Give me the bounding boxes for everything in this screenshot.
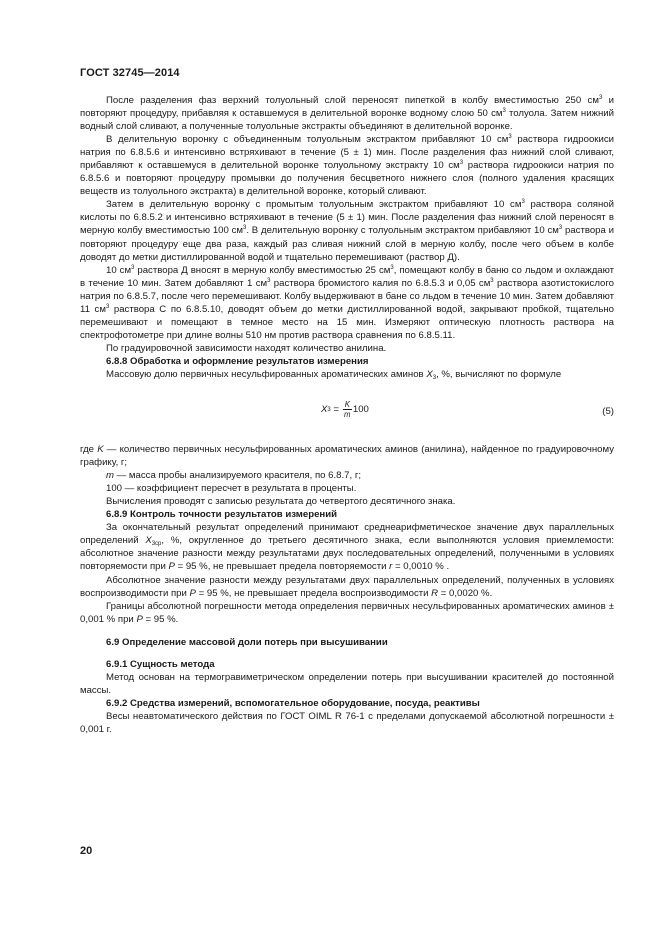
text: 10 см [106,264,132,276]
section-heading-6-9: 6.9 Определение массовой доли потерь при высушивании [106,636,388,648]
paragraph: 100 — коэффициент пересчет в результата в проценты. [106,483,357,495]
superscript: 3 [243,225,247,232]
symbol: X [145,535,152,547]
paragraph [80,368,614,381]
text: раствора гидроокиси натрия по 6.8.5.6 и повторяют процедуру промывки до получения бесцветного нижнего слоя (полного удаления красящих веществ из толуольного экстракта) в делительной воронке, который сливают. [80,160,614,198]
superscript: 3 [521,199,525,206]
text: раствора и повторяют процедуру еще два раза, каждый раз сливая нижний слой в мерную колбу, после чего объем в колбе доводят до метки дистиллированной водой и тщательно перемешивают (раствор Д). [80,225,614,263]
formula-expression: X 3 = $\frac{K}{m}$ 100 [321,400,369,420]
formula-number: (5) [602,406,614,418]
text: , %, вычисляют по формуле [436,368,562,380]
symbol: X [426,368,433,380]
symbol: P [136,613,143,625]
text: раствора С по 6.8.5.10, доводят объем до метки дистиллированной водой, закрывают пробкой, тщательно перемешивают и помещают в темное место на 15 мин. Измеряют оптическую плотность раствора на спектрофотометре при длине волны 510 нм против раствора сравнения по 6.8.5.11. [80,303,614,341]
section-heading-6-8-8: 6.8.8 Обработка и оформление результатов измерения [106,355,369,367]
paragraph [80,443,614,469]
text: толуола. Затем нижний водный слой сливают, а полученные толуольные экстракты объединяют в делительной воронке. [80,108,614,133]
subscript: 3 [432,374,437,381]
superscript: 3 [390,264,394,271]
section-heading-6-8-9: 6.8.9 Контроль точности результатов измерений [106,509,337,521]
paragraph [80,198,614,263]
text: раствора Д вносят в мерную колбу вместимостью 25 см [134,264,391,276]
text: = 95 %. [142,613,179,625]
paragraph: Метод основан на термогравиметрическом определении потерь при высушивании красителей до постоянной массы. [80,671,614,696]
superscript: 3 [267,277,271,284]
text: После разделения фаз верхний толуольный слой переносят пипеткой в колбу вместимостью 250 см [106,95,599,106]
symbol: r [389,561,393,573]
formula-5 [80,399,614,423]
formula-fraction [343,400,352,419]
document-header: ГОСТ 32745—2014 [80,67,180,79]
text: = 0,0010 % . [392,561,450,573]
superscript: 3 [558,225,563,232]
paragraph [80,264,614,342]
section-heading-6-9-2: 6.9.2 Средства измерений, вспомогательное оборудование, посуда, реактивы [106,697,480,709]
text: раствора бромистого калия по 6.8.5.3 и 0,05 см [270,277,491,289]
text: раствора гидроокиси натрия по 6.8.5.6 и интенсивно встряхивают в течение (5 ± 1) мин. После разделения фаз нижний слой сливают, прибавляют к оставшемуся в делительной воронке толуольному экстракту 10 см [80,134,614,172]
fraction-denominator: m [344,410,351,420]
text: раствора соляной кислоты по 6.8.5.2 и интенсивно встряхивают в течение (5 ± 1) мин. После разделения фаз нижний слой переносят в мерную колбу вместимостью 100 см [80,199,614,237]
text: = 95 %, не превышает предела повторяемости [174,561,390,573]
page-number: 20 [80,845,93,857]
paragraph: Весы неавтоматического действия по ГОСТ OIML R 76-1 с пределами допускаемой абсолютной погрешности ± 0,001 г. [80,710,614,735]
document-body [80,94,614,736]
formula-lhs: X [321,404,328,415]
text: где [80,444,98,456]
text: , %, округленное до третьего десятичного знака, если выполняются условия приемлемости: абсолютное значение разности между результатами двух последовательных определений, полученными в условиях повторяемости при [80,535,614,573]
text: — количество первичных несульфированных ароматических аминов (анилина), найденное по градуировочному графику, г; [80,444,614,469]
text: . В делительную воронку с толуольным экстрактом прибавляют 10 см [246,225,559,237]
text: За окончательный результат определений принимают среднеарифметическое значение двух параллельных определений [80,522,614,547]
paragraph [80,133,614,198]
paragraph: По градуировочной зависимости находят количество анилина. [106,342,387,354]
symbol: K [97,444,104,456]
text: В делительную воронку с объединенным толуольным экстрактом прибавляют 10 см [106,134,509,146]
superscript: 3 [105,303,110,310]
text: = 95 %, не превышает предела воспроизводимости [195,587,432,599]
superscript: 3 [490,277,494,284]
paragraph: Вычисления проводят с записью результата до четвертого десятичного знака. [106,496,456,508]
text: Массовую долю первичных несульфированных ароматических аминов [106,368,427,380]
subscript: 3ср [151,541,162,548]
paragraph [80,574,614,600]
text: Затем в делительную воронку с промытым толуольным экстрактом прибавляют 10 см [106,199,522,211]
fraction-numerator: K [344,400,350,410]
superscript: 3 [131,264,135,271]
paragraph [80,600,614,626]
text: = 0,0020 %. [438,587,493,599]
symbol: R [431,587,439,599]
text: Абсолютное значение разности между результатами двух параллельных определений, полученных в условиях воспроизводимости при [80,574,614,599]
formula-equals: = [330,404,342,415]
paragraph [80,521,614,573]
superscript: 3 [598,95,603,101]
symbol: m [106,470,114,482]
superscript: 3 [508,134,512,141]
superscript: 3 [502,108,506,115]
text: — масса пробы анализируемого красителя, по 6.8.7, г; [114,470,362,482]
superscript: 3 [459,160,464,167]
text: раствора азотистокислого натрия по 6.8.5.7, после чего перемешивают. Колбу выдерживают в бане со льдом в течение 10 мин. Затем добавляют 11 см [80,277,614,315]
text: и повторяют процедуру, прибавляя к оставшемуся в делительной воронке водному слою 50 см [80,95,614,120]
symbol: P [189,587,196,599]
formula-factor: 100 [352,404,369,415]
paragraph [80,469,614,482]
section-heading-6-9-1: 6.9.1 Сущность метода [106,658,215,670]
text: , помещают колбу в баню со льдом и охлаждают в течение 10 мин. Затем добавляют 1 см [80,264,615,289]
symbol: P [168,561,175,573]
paragraph [80,94,614,133]
text: Границы абсолютной погрешности метода определения первичных несульфированных ароматических аминов ± 0,001 % при [80,600,614,625]
